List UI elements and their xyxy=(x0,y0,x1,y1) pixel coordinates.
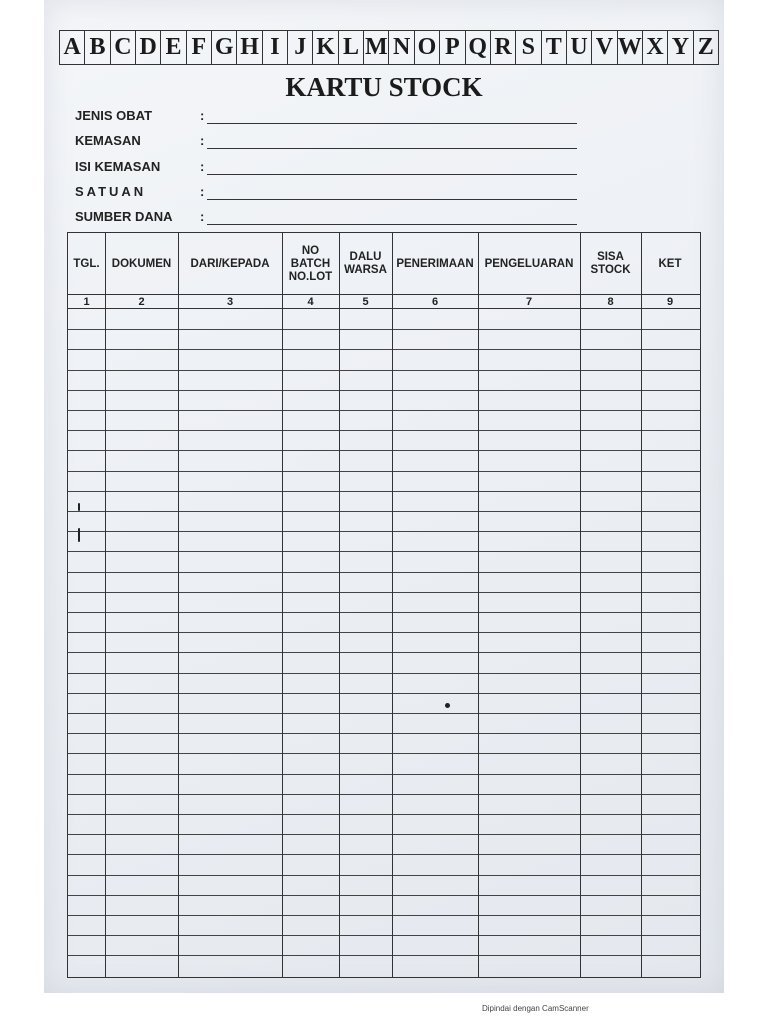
alphabet-letter-a: A xyxy=(60,31,85,64)
column-divider xyxy=(392,233,393,977)
alphabet-letter-c: C xyxy=(111,31,136,64)
table-row-line xyxy=(68,632,700,633)
column-number-5: 5 xyxy=(362,296,369,308)
table-row-line xyxy=(68,834,700,835)
column-header-7: PENGELUARAN xyxy=(484,257,574,270)
alphabet-letter-x: X xyxy=(643,31,668,64)
alphabet-letter-z: Z xyxy=(697,34,714,60)
table-row-line xyxy=(68,410,700,411)
field-colon: : xyxy=(200,184,205,199)
alphabet-letter-m: M xyxy=(364,31,389,64)
alphabet-letter-s: S xyxy=(516,31,541,64)
ink-mark xyxy=(78,503,80,511)
column-number-9: 9 xyxy=(666,296,674,308)
table-row-line xyxy=(68,390,700,391)
alphabet-index-strip xyxy=(59,30,719,65)
ink-speck xyxy=(445,703,450,708)
column-number-4: 4 xyxy=(307,296,314,308)
table-row-line xyxy=(68,733,700,734)
column-divider xyxy=(339,233,340,977)
column-header-5: DALU WARSA xyxy=(344,251,387,276)
column-header-8: SISA STOCK xyxy=(590,251,631,276)
column-header-1: TGL. xyxy=(73,257,100,270)
alphabet-letter-h: H xyxy=(237,31,262,64)
table-row-line xyxy=(68,955,700,956)
table-row-line xyxy=(68,551,700,552)
scanner-watermark: Dipindai dengan CamScanner xyxy=(482,1004,589,1013)
column-divider xyxy=(580,233,581,977)
table-header-row xyxy=(68,233,700,295)
field-label: ISI KEMASAN xyxy=(75,159,161,174)
alphabet-letter-y: Y xyxy=(668,31,693,64)
field-label: JENIS OBAT xyxy=(75,108,153,123)
alphabet-letter-v: V xyxy=(592,31,617,64)
alphabet-letter-b: B xyxy=(85,31,110,64)
column-number-2: 2 xyxy=(138,296,145,308)
column-number-8: 8 xyxy=(607,296,614,308)
table-row-line xyxy=(68,673,700,674)
column-divider xyxy=(641,233,642,977)
field-colon: : xyxy=(200,159,205,174)
field-label: KEMASAN xyxy=(75,133,141,148)
table-row-line xyxy=(68,693,700,694)
column-divider xyxy=(178,233,179,977)
field-label: SATUAN xyxy=(75,184,147,199)
table-row-line xyxy=(68,753,700,754)
table-row-line xyxy=(68,370,700,371)
column-number-1: 1 xyxy=(83,296,90,308)
table-row-line xyxy=(68,329,700,330)
table-row-line xyxy=(68,935,700,936)
table-row-line xyxy=(68,349,700,350)
alphabet-letter-i: I xyxy=(263,31,288,64)
table-row-line xyxy=(68,430,700,431)
column-number-6: 6 xyxy=(431,296,439,308)
alphabet-letter-k: K xyxy=(313,31,338,64)
field-underline[interactable] xyxy=(207,123,577,124)
column-divider xyxy=(282,233,283,977)
field-underline[interactable] xyxy=(207,224,577,225)
table-row-line xyxy=(68,915,700,916)
alphabet-letter-q: Q xyxy=(466,31,491,64)
alphabet-letter-j: J xyxy=(288,31,313,64)
field-colon: : xyxy=(200,209,205,224)
table-row-line xyxy=(68,713,700,714)
field-underline[interactable] xyxy=(207,174,577,175)
table-row-line xyxy=(68,774,700,775)
field-colon: : xyxy=(200,133,205,148)
field-underline[interactable] xyxy=(207,148,577,149)
table-row-line xyxy=(68,794,700,795)
alphabet-letter-u: U xyxy=(567,31,592,64)
field-colon: : xyxy=(200,108,205,123)
column-divider xyxy=(105,233,106,977)
alphabet-letter-w: W xyxy=(618,31,643,64)
card-title: KARTU STOCK xyxy=(285,72,483,102)
table-row-line xyxy=(68,491,700,492)
table-number-row xyxy=(68,295,700,309)
stock-table xyxy=(67,232,701,978)
table-row-line xyxy=(68,450,700,451)
alphabet-letter-d: D xyxy=(136,31,161,64)
table-row-line xyxy=(68,612,700,613)
column-header-9: KET xyxy=(658,257,682,270)
field-underline[interactable] xyxy=(207,199,577,200)
table-row-line xyxy=(68,895,700,896)
column-number-3: 3 xyxy=(226,296,234,308)
table-row-line xyxy=(68,511,700,512)
table-row-line xyxy=(68,814,700,815)
alphabet-letter-o: O xyxy=(415,31,440,64)
alphabet-letter-t: T xyxy=(542,31,567,64)
alphabet-letter-l: L xyxy=(339,31,364,64)
alphabet-letter-r: R xyxy=(491,31,516,64)
column-divider xyxy=(478,233,479,977)
table-row-line xyxy=(68,572,700,573)
alphabet-letter-e: E xyxy=(161,31,186,64)
column-header-3: DARI/KEPADA xyxy=(190,257,270,270)
alphabet-letter-g: G xyxy=(212,31,237,64)
alphabet-letter-n: N xyxy=(389,31,414,64)
alphabet-letter-p: P xyxy=(440,31,465,64)
table-row-line xyxy=(68,854,700,855)
field-label: SUMBER DANA xyxy=(75,209,173,224)
ink-mark xyxy=(78,528,80,542)
column-number-7: 7 xyxy=(525,296,533,308)
table-row-line xyxy=(68,875,700,876)
column-header-4: NO BATCH NO.LOT xyxy=(288,244,333,283)
table-row-line xyxy=(68,471,700,472)
table-row-line xyxy=(68,652,700,653)
column-header-2: DOKUMEN xyxy=(111,257,172,270)
table-row-line xyxy=(68,592,700,593)
table-row-line xyxy=(68,531,700,532)
stock-card-paper xyxy=(44,0,724,993)
alphabet-letter-f: F xyxy=(187,31,212,64)
column-header-6: PENERIMAAN xyxy=(396,257,474,270)
